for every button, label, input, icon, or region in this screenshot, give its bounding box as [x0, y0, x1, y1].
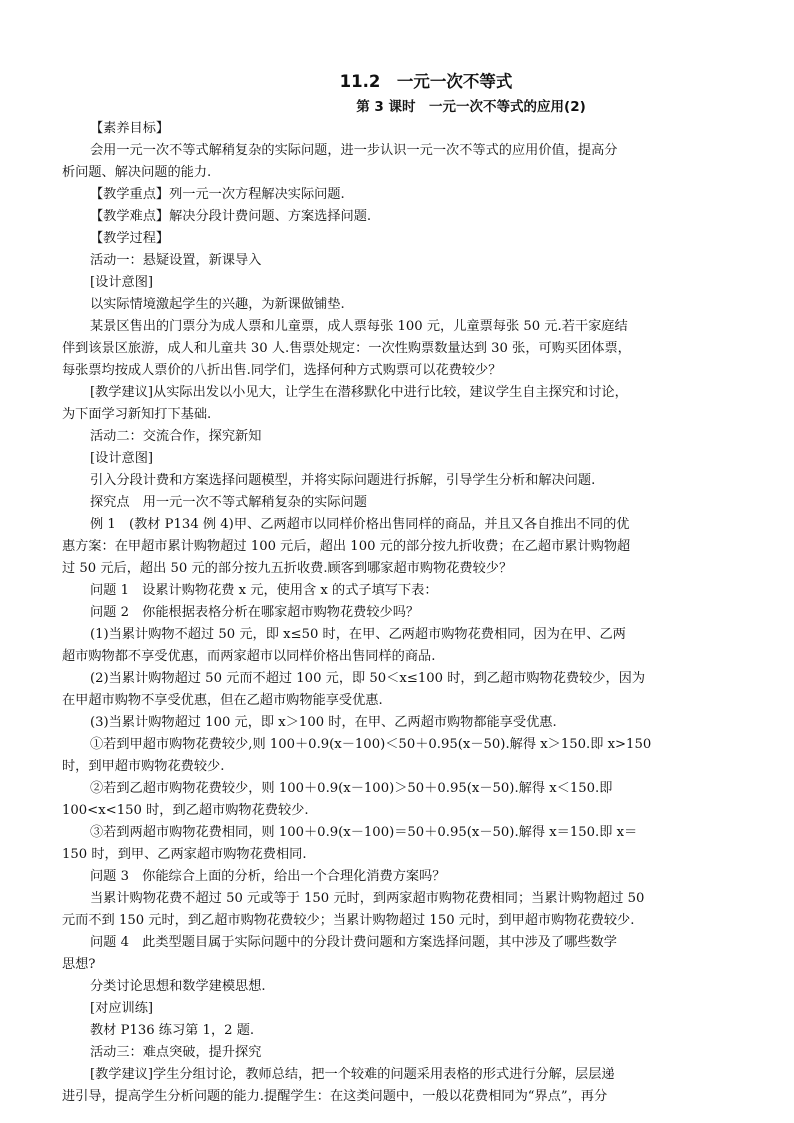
- text-line: 每张票均按成人票价的八折出售.同学们，选择何种方式购票可以花费较少？: [62, 363, 502, 378]
- text-line: 元而不到 150 元时，到乙超市购物花费较少；当累计购物超过 150 元时，到甲超市购物花费较少.: [62, 913, 635, 928]
- text-line: 为下面学习新知打下基础.: [62, 407, 212, 422]
- text-line: 探究点 用一元一次不等式解稍复杂的实际问题: [90, 495, 367, 510]
- text-line: 会用一元一次不等式解稍复杂的实际问题，进一步认识一元一次不等式的应用价值，提高分: [90, 143, 618, 158]
- text-line: 活动一：悬疑设置，新课导入: [90, 253, 262, 268]
- text-line: 时，到甲超市购物花费较少.: [62, 759, 225, 774]
- text-line: 【教学过程】: [90, 231, 170, 246]
- text-line: 问题 2 你能根据表格分析在哪家超市购物花费较少吗？: [90, 605, 420, 620]
- text-line: 当累计购物花费不超过 50 元或等于 150 元时，到两家超市购物花费相同；当累计购物超过 50: [90, 891, 645, 906]
- text-line: (2)当累计购物超过 50 元而不超过 100 元，即 50＜x≤100 时，到乙超市购物花费较少，因为: [90, 671, 646, 686]
- text-line: 100<x<150 时，到乙超市购物花费较少.: [62, 803, 309, 818]
- text-line: 问题 1 设累计购物花费 x 元，使用含 x 的式子填写下表：: [90, 583, 438, 598]
- text-line: 活动二：交流合作，探究新知: [90, 429, 262, 444]
- text-line: [教学建议]学生分组讨论，教师总结，把一个较难的问题采用表格的形式进行分解，层层递: [90, 1067, 615, 1082]
- text-line: 在甲超市购物不享受优惠，但在乙超市购物能享受优惠.: [62, 693, 383, 708]
- text-line: 过 50 元后，超出 50 元的部分按九五折收费.顾客到哪家超市购物花费较少？: [62, 561, 513, 576]
- text-line: 超市购物都不享受优惠，而两家超市以同样价格出售同样的商品.: [62, 649, 436, 664]
- text-line: (3)当累计购物超过 100 元，即 x＞100 时，在甲、乙两超市购物都能享受优惠.: [90, 715, 557, 730]
- text-line: 【教学重点】列一元一次方程解决实际问题.: [90, 187, 345, 202]
- text-line: 问题 3 你能综合上面的分析，给出一个合理化消费方案吗？: [90, 869, 446, 884]
- document-page: [62, 70, 762, 1108]
- text-line: 伴到该景区旅游，成人和儿童共 30 人.售票处规定：一次性购票数量达到 30 张，可购买团体票，: [62, 341, 631, 356]
- text-line: 问题 4 此类型题目属于实际问题中的分段计费问题和方案选择问题，其中涉及了哪些数学: [90, 935, 617, 950]
- text-line: 150 时，到甲、乙两家超市购物花费相同.: [62, 847, 307, 862]
- text-line: [对应训练]: [90, 1001, 154, 1016]
- text-line: ①若到甲超市购物花费较少,则 100＋0.9(x－100)＜50＋0.95(x－50).解得 x＞150.即 x>150: [90, 737, 652, 752]
- text-line: (1)当累计购物不超过 50 元，即 x≤50 时，在甲、乙两超市购物花费相同，因为在甲、乙两: [90, 627, 626, 642]
- text-line: 教材 P136 练习第 1，2 题.: [90, 1023, 255, 1038]
- text-line: 【教学难点】解决分段计费问题、方案选择问题.: [90, 209, 372, 224]
- text-line: [设计意图]: [90, 451, 154, 466]
- text-line: 进引导，提高学生分析问题的能力.提醒学生：在这类问题中，一般以花费相同为“界点”，再分: [62, 1089, 608, 1104]
- lesson-subtitle: 第 3 课时 一元一次不等式的应用(2): [356, 99, 586, 115]
- section-title: 11.2 一元一次不等式: [339, 72, 513, 91]
- text-line: ③若到两超市购物花费相同，则 100＋0.9(x－100)＝50＋0.95(x－50).解得 x＝150.即 x＝: [90, 825, 638, 840]
- text-line: 某景区售出的门票分为成人票和儿童票，成人票每张 100 元，儿童票每张 50 元.若干家庭结: [90, 319, 628, 334]
- text-line: 活动三：难点突破，提升探究: [90, 1045, 262, 1060]
- text-line: 分类讨论思想和数学建模思想.: [90, 979, 266, 994]
- text-line: 惠方案：在甲超市累计购物超过 100 元后，超出 100 元的部分按九折收费；在乙超市累计购物超: [62, 539, 631, 554]
- text-line: 以实际情境激起学生的兴趣，为新课做铺垫.: [90, 297, 345, 312]
- text-line: 思想?: [62, 957, 96, 972]
- text-line: [教学建议]从实际出发以小见大，让学生在潜移默化中进行比较，建议学生自主探究和讨论，: [90, 385, 628, 400]
- text-line: [设计意图]: [90, 275, 154, 290]
- text-line: 引入分段计费和方案选择问题模型，并将实际问题进行拆解，引导学生分析和解决问题.: [90, 473, 596, 488]
- text-line: ②若到乙超市购物花费较少，则 100＋0.9(x－100)＞50＋0.95(x－50).解得 x＜150.即: [90, 781, 613, 796]
- text-line: 【素养目标】: [90, 121, 170, 136]
- text-line: 例 1 (教材 P134 例 4)甲、乙两超市以同样价格出售同样的商品，并且又各自推出不同的优: [90, 517, 630, 532]
- text-line: 析问题、解决问题的能力.: [62, 165, 212, 180]
- document-body: [62, 118, 762, 1108]
